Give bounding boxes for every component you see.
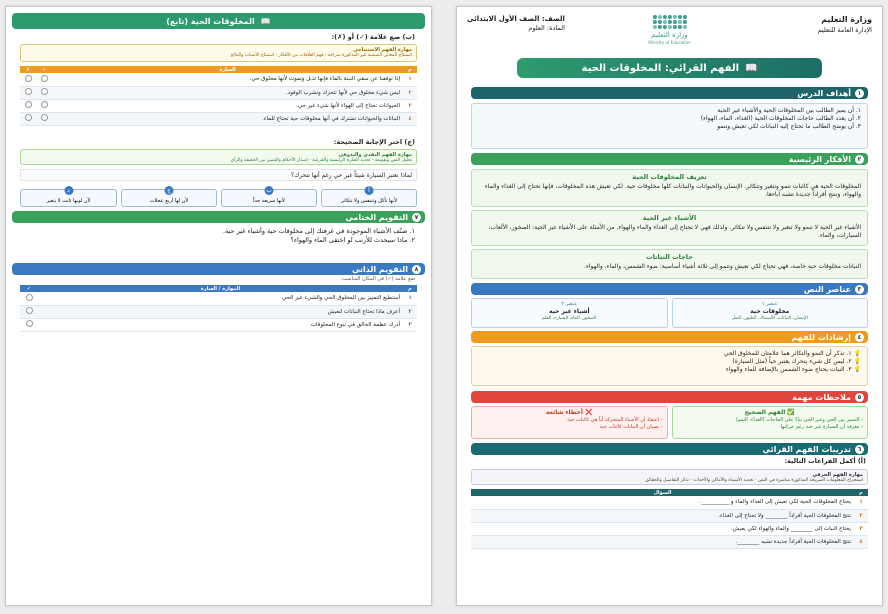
section-title: التقويم الختامي <box>345 212 408 222</box>
elements-row <box>471 298 868 328</box>
correct-item: - التمييز بين الحي وغير الحي بناءً على الحاجات (الغذاء، النمو) <box>735 417 863 424</box>
page2-title-text: المخلوقات الحية (تابع) <box>166 16 255 26</box>
table-row <box>20 86 417 99</box>
correct-title-text: الفهم الصحيح <box>744 409 786 416</box>
directorate-label: الإدارة العامة للتعليم <box>817 25 872 34</box>
skill-desc: استخراج المعلومات الصريحة المذكورة مباشرة في النص - تحديد الأسماء والأماكن والأحداث - تذكر التفاصيل والحقائق <box>645 478 863 483</box>
element-label: عنصر ٢ <box>561 301 578 307</box>
table-row <box>20 112 417 125</box>
logo-text-en: Ministry of Education <box>648 40 691 46</box>
closing-item: ١. صنّف الأشياء الموجودة في غرفتك إلى مخلوقات حية وأشياء غير حية. <box>222 227 415 235</box>
skill-title: مهارة الفهم الحرفي <box>812 472 863 478</box>
false-radio[interactable] <box>25 75 32 82</box>
self-check-radio[interactable] <box>26 307 33 314</box>
row-num: ١ <box>854 496 868 509</box>
table-row <box>20 99 417 112</box>
skill-desc: تحليل النص وتقويمه - تحديد الفكرة الرئيسية والفرعية - إصدار الأحكام والتمييز بين الحقيقة والرأي <box>230 158 412 163</box>
logo-dots-icon <box>650 15 690 29</box>
true-radio[interactable] <box>41 114 48 121</box>
worksheet-page-1 <box>456 6 883 606</box>
objective-item: ٣. أن يوضح الطالب ما تحتاج إليه النباتات لكي تعيش وتنمو <box>717 123 861 131</box>
col-skill: المهارة / العبارة <box>38 285 403 292</box>
row-question[interactable]: يحتاج المخلوقات الحية لكي تعيش إلى الغذاء والماء و __________. <box>471 496 854 509</box>
mistake-item: - اعتقاد أن الأشياء المتحركة أياً هي كائنات حية <box>567 417 663 424</box>
mistakes-title <box>476 409 663 417</box>
mistakes-title-text: أخطاء شائعة <box>545 409 583 416</box>
section-guidance-header <box>471 331 868 343</box>
notes-row <box>471 406 868 439</box>
page-header <box>467 13 872 55</box>
part-c-label: (ج) اختر الإجابة الصحيحة: <box>333 138 415 146</box>
element-name: أشياء غير حية <box>548 307 590 315</box>
literal-skill-note <box>471 469 868 485</box>
check-icon: ✅ <box>787 409 795 416</box>
fill-blanks-table <box>471 489 868 549</box>
row-question[interactable]: تنتج المخلوقات الحية أفراداً ________ ولا تحتاج إلى الغذاء. <box>471 509 854 522</box>
row-num: ٤ <box>854 535 868 548</box>
choice-text: لأنها سريعة جداً <box>253 198 285 204</box>
row-question[interactable]: يحتاج النبات إلى ________ والماء والهواء لكي يعيش. <box>471 522 854 535</box>
guidance-text: ٢. ليس كل شيء يتحرك يعتبر حياً (مثل السيارة) <box>732 358 852 366</box>
idea-text: النباتات مخلوقات حية خاصة، فهي تحتاج لكي تعيش وتنمو إلى ثلاثة أشياء أساسية: ضوء الشمس، والماء، والهواء. <box>584 263 861 270</box>
row-num: ١ <box>403 73 417 86</box>
false-radio[interactable] <box>25 88 32 95</box>
section-objectives-header <box>471 87 868 99</box>
section-number: ٤ <box>855 333 864 342</box>
table-row <box>471 496 868 509</box>
guidance-item <box>478 358 861 366</box>
page2-title <box>12 13 425 29</box>
col-false: ✗ <box>20 66 36 73</box>
element-card <box>471 298 668 328</box>
ministry-logo <box>648 15 690 46</box>
table-row <box>20 73 417 86</box>
idea-block-plants <box>471 249 868 279</box>
skill-title: مهارة الفهم الاستنتاجي <box>352 47 412 53</box>
choice-c-icon: ج <box>165 186 174 195</box>
row-skill: أستطيع التمييز بين المخلوق الحي والشيء غير الحي <box>38 292 403 305</box>
table-row <box>20 318 417 331</box>
idea-text: المخلوقات الحية هي كائنات تنمو وتتغير وتتكاثر. الإنسان والحيوانات والنباتات كلها مخلوقات حية. لكي تعيش هذه المخلوقات، فإنها تحتاج إلى الغذاء والماء والهواء، وتنتج أفراداً جديدة تشبه آباءها. <box>484 183 861 199</box>
table-row <box>471 522 868 535</box>
col-num: م <box>403 285 417 292</box>
book-icon: 📖 <box>260 16 271 26</box>
col-num: م <box>854 489 868 496</box>
element-desc: الصخور، الماء، السيارة، القلم <box>541 315 597 321</box>
section-number: ٢ <box>855 155 864 164</box>
inferential-skill-note <box>20 44 417 62</box>
row-num: ٢ <box>403 86 417 99</box>
row-num: ١ <box>403 292 417 305</box>
row-num: ٢ <box>403 305 417 318</box>
section-title: إرشادات للفهم <box>791 332 851 342</box>
guidance-text: ١. تذكر أن النمو والتكاثر هما علامتان للمخلوق الحي <box>723 350 852 357</box>
choice-b-icon: ب <box>266 187 272 194</box>
cross-icon: ❌ <box>585 409 593 416</box>
correct-title <box>677 409 864 417</box>
header-right <box>818 15 872 35</box>
col-num: م <box>403 66 417 73</box>
choice-d-icon: د <box>64 186 73 195</box>
true-radio[interactable] <box>41 75 48 82</box>
section-number: ٣ <box>855 285 864 294</box>
row-num: ٢ <box>854 509 868 522</box>
section-number: ٦ <box>855 445 864 454</box>
row-statement: النباتات والحيوانات تشترك في أنها مخلوقات حية تحتاج للماء. <box>52 112 403 125</box>
section-title: أهداف الدرس <box>797 88 851 98</box>
header-left <box>467 15 565 33</box>
row-num: ٣ <box>403 99 417 112</box>
col-check: ✓ <box>20 285 38 292</box>
subject-label: المادة: العلوم <box>528 24 565 33</box>
row-statement: ليس شيء مخلوق حي لأنها تتحرك وتشرب الوقود. <box>52 86 403 99</box>
worksheet-title-text: الفهم القرائي: المخلوقات الحية <box>581 62 740 74</box>
table-row <box>471 535 868 548</box>
correct-item: - معرفة أن السيارة غير حية رغم حركتها <box>780 423 863 430</box>
section-self-eval-header <box>12 263 425 275</box>
choice-text: لأن لها أربع عجلات <box>149 198 189 204</box>
row-num: ٣ <box>854 522 868 535</box>
element-card <box>672 298 869 328</box>
section-exercises-header <box>471 443 868 455</box>
element-label: عنصر ١ <box>761 301 778 307</box>
idea-title: تعريف المخلوقات الحية <box>632 173 707 181</box>
guidance-box <box>471 346 868 386</box>
closing-items <box>22 227 415 245</box>
objectives-box <box>471 103 868 149</box>
row-statement: إذا توقفنا عن سقي النبتة بالماء فإنها تذبل وتموت لأنها مخلوق حي. <box>52 73 403 86</box>
section-title: عناصر النص <box>803 284 851 294</box>
book-icon: 📖 <box>745 62 758 74</box>
row-num: ٣ <box>403 318 417 331</box>
choice-text: لأن لونها ثابت لا يتغير <box>46 198 91 204</box>
row-question[interactable]: تنتج المخلوقات الحية أفراداً جديدة تشبه ________. <box>471 535 854 548</box>
bulb-icon: 💡 <box>853 358 861 366</box>
correct-understanding-box <box>672 406 869 439</box>
logo-text-ar: وزارة التعليم <box>651 31 688 39</box>
section-notes-header <box>471 391 868 403</box>
false-radio[interactable] <box>25 114 32 121</box>
worksheet-title <box>517 58 822 78</box>
element-desc: الإنسان، النباتات، الأسماك، الطيور، النمل <box>731 315 808 321</box>
choice-b[interactable] <box>221 189 317 207</box>
choice-c[interactable] <box>121 189 217 207</box>
guidance-item <box>478 350 861 358</box>
part-a-label: (أ) أكمل الفراغات التالية: <box>784 457 866 465</box>
self-check-radio[interactable] <box>26 294 33 301</box>
choice-text: لأنها تأكل وتتنفس ولا تتكاثر <box>341 198 397 204</box>
table-row <box>20 305 417 318</box>
choice-d[interactable] <box>20 189 117 207</box>
row-skill: أعرف ماذا تحتاج النباتات لتعيش <box>38 305 403 318</box>
section-number: ٧ <box>412 213 421 222</box>
choice-a-icon: أ <box>365 186 374 195</box>
section-title: ملاحظات مهمة <box>792 392 851 402</box>
false-radio[interactable] <box>25 101 32 108</box>
element-name: مخلوقات حية <box>750 307 790 315</box>
objective-item: ١. أن يميز الطالب بين المخلوقات الحية والأشياء غير الحية <box>717 107 861 114</box>
idea-block-nonliving <box>471 210 868 246</box>
bulb-icon: 💡 <box>853 350 861 357</box>
skill-desc: استنتاج المعاني الضمنية غير المذكورة صراحة - فهم العلاقات بين الأفكار - استنتاج الأسباب والنتائج <box>230 53 412 58</box>
true-false-table <box>20 66 417 126</box>
question-c: لماذا نعتبر السيارة شيئاً غير حي رغم أنها تتحرك؟ <box>20 169 417 181</box>
section-number: ١ <box>855 89 864 98</box>
idea-block-living <box>471 169 868 207</box>
choice-a[interactable] <box>321 189 417 207</box>
critical-skill-note <box>20 149 417 165</box>
guidance-text: ٣. النبات يحتاج ضوء الشمس بالإضافة للماء والهواء <box>725 366 852 374</box>
section-number: ٨ <box>412 265 421 274</box>
row-statement: الحيوانات تحتاج إلى الهواء لأنها شيء غير حي. <box>52 99 403 112</box>
table-row <box>20 292 417 305</box>
common-mistakes-box <box>471 406 668 439</box>
section-title: الأفكار الرئيسية <box>788 154 851 164</box>
self-check-radio[interactable] <box>26 320 33 327</box>
section-elements-header <box>471 283 868 295</box>
ministry-label: وزارة التعليم <box>821 15 872 24</box>
skill-title: مهارة الفهم النقدي والتذوقي <box>338 152 412 158</box>
objective-item: ٢. أن يعدد الطالب حاجات المخلوقات الحية (الغذاء، الماء، الهواء) <box>700 115 861 123</box>
bulb-icon: 💡 <box>853 366 861 374</box>
grade-label: الصف: الصف الأول الابتدائي <box>467 15 565 23</box>
table-row <box>471 509 868 522</box>
closing-item: ٢. ماذا سيحدث للأرنب لو اختفى الماء والهواء؟ <box>290 235 415 244</box>
idea-title: الأشياء غير الحية <box>642 214 697 222</box>
row-skill: أدرك عظمة الخالق في تنوع المخلوقات <box>38 318 403 331</box>
mistake-item: - نسيان أن النباتات كائنات حية <box>599 423 663 430</box>
section-title: التقويم الذاتي <box>351 264 408 274</box>
true-radio[interactable] <box>41 88 48 95</box>
col-question: السؤال <box>471 489 854 496</box>
self-eval-table <box>20 285 417 332</box>
part-b-label: (ب) ضع علامة (✓) أو (✗): <box>331 33 415 41</box>
idea-title: حاجات النباتات <box>646 253 693 261</box>
col-statement: العبارة <box>52 66 403 73</box>
row-num: ٤ <box>403 112 417 125</box>
section-title: تدريبات الفهم القرائي <box>762 444 851 454</box>
self-eval-hint: ضع علامة (✓) في المكان المناسب: <box>340 276 415 282</box>
true-radio[interactable] <box>41 101 48 108</box>
col-true: ✓ <box>36 66 52 73</box>
idea-text: الأشياء غير الحية لا تنمو ولا تتغير ولا تتنفس ولا تتكاثر. ولذلك فهي لا تحتاج إلى الغذاء والماء والهواء. من الأمثلة على الأشياء غير الحية: الصخور، الألعاب، السيارات، والماء. <box>488 224 861 240</box>
worksheet-page-2 <box>5 6 432 606</box>
section-number: ٥ <box>855 393 864 402</box>
guidance-item <box>478 366 861 374</box>
section-closing-header <box>12 211 425 223</box>
section-main-ideas-header <box>471 153 868 165</box>
